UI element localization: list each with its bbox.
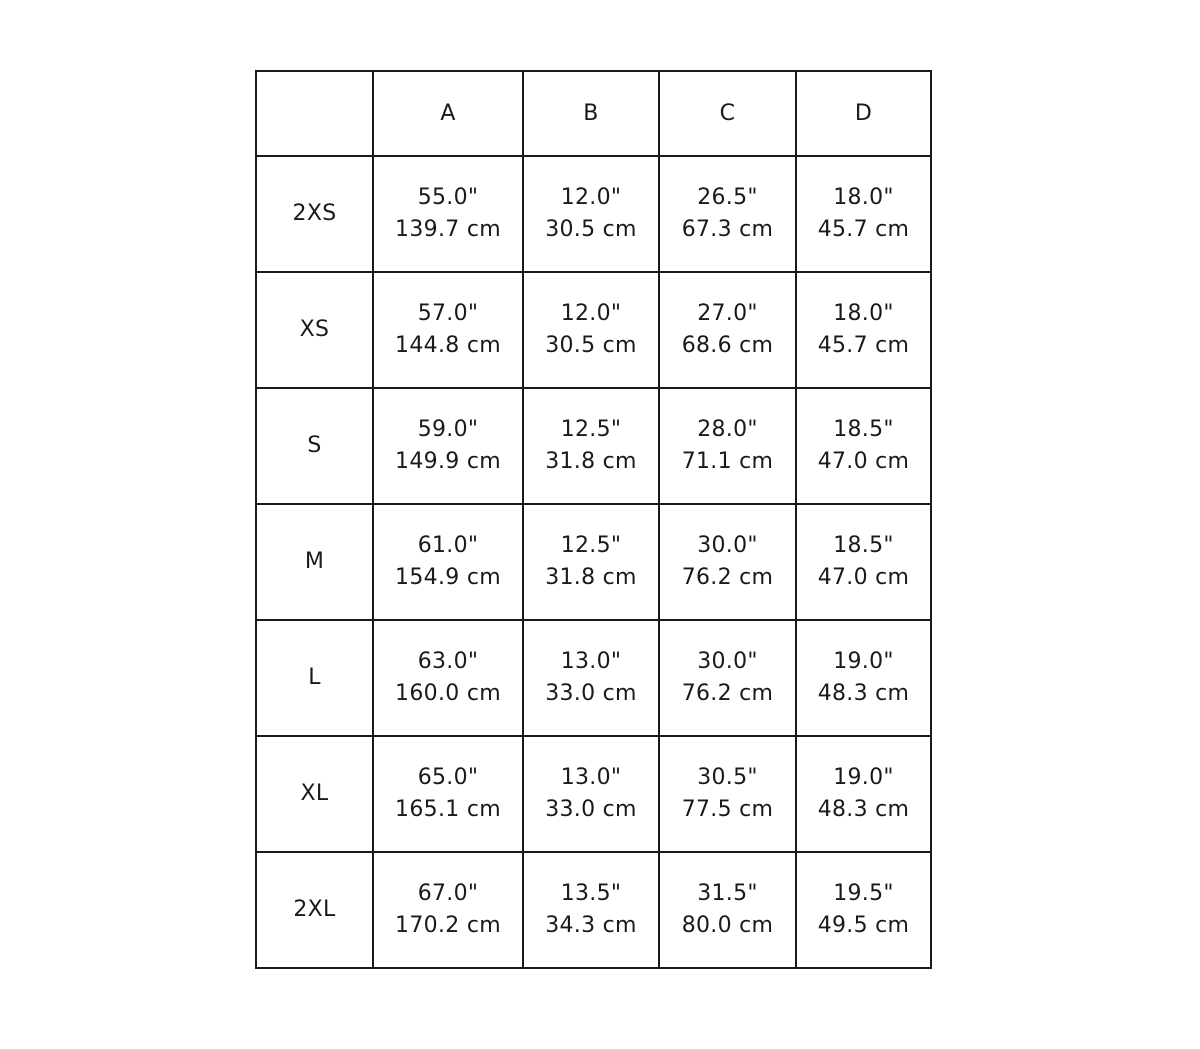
measurement-cell-c [659, 388, 796, 504]
measurement-inches: 63.0" [417, 649, 479, 674]
measurement-cm: 68.6 cm [681, 333, 774, 358]
measurement-cm: 76.2 cm [681, 681, 774, 706]
measurement-cell-b [523, 156, 659, 272]
size-chart-table [255, 70, 932, 969]
measurement-cell-a [373, 272, 523, 388]
size-label-cell: M [256, 504, 373, 620]
measurement-inches: 19.5" [833, 881, 894, 906]
measurement-cell-c [659, 156, 796, 272]
measurement-cell-d [796, 620, 931, 736]
size-label-cell: XL [256, 736, 373, 852]
measurement-cm: 30.5 cm [545, 333, 637, 358]
header-cell-d: D [796, 71, 931, 156]
measurement-cm: 165.1 cm [395, 797, 501, 822]
header-cell-c: C [659, 71, 796, 156]
measurement-inches: 67.0" [417, 881, 479, 906]
measurement-cm: 49.5 cm [817, 913, 910, 938]
measurement-cell-d [796, 736, 931, 852]
measurement-cm: 170.2 cm [395, 913, 501, 938]
size-label-cell: 2XL [256, 852, 373, 968]
measurement-cell-d [796, 272, 931, 388]
measurement-cell-d [796, 388, 931, 504]
measurement-cm: 80.0 cm [681, 913, 774, 938]
measurement-inches: 12.5" [560, 533, 622, 558]
measurement-inches: 19.0" [833, 649, 894, 674]
measurement-inches: 18.0" [833, 301, 894, 326]
measurement-cell-c [659, 620, 796, 736]
measurement-inches: 57.0" [417, 301, 479, 326]
measurement-inches: 31.5" [697, 881, 758, 906]
measurement-inches: 18.5" [833, 417, 894, 442]
measurement-inches: 30.5" [697, 765, 758, 790]
measurement-inches: 28.0" [697, 417, 758, 442]
table-row [256, 272, 931, 388]
measurement-cell-a [373, 620, 523, 736]
measurement-cell-a [373, 736, 523, 852]
measurement-cm: 31.8 cm [545, 565, 637, 590]
header-cell-a: A [373, 71, 523, 156]
measurement-cell-d [796, 156, 931, 272]
measurement-cm: 160.0 cm [395, 681, 501, 706]
measurement-inches: 12.5" [560, 417, 622, 442]
measurement-cm: 48.3 cm [817, 797, 910, 822]
header-row [256, 71, 931, 156]
measurement-inches: 12.0" [560, 301, 622, 326]
size-chart-body [256, 71, 931, 968]
measurement-cm: 33.0 cm [545, 797, 637, 822]
measurement-cm: 67.3 cm [681, 217, 774, 242]
measurement-cell-b [523, 504, 659, 620]
measurement-cm: 47.0 cm [817, 565, 910, 590]
measurement-cell-b [523, 852, 659, 968]
measurement-inches: 19.0" [833, 765, 894, 790]
measurement-inches: 13.0" [560, 649, 622, 674]
measurement-cell-a [373, 504, 523, 620]
table-row [256, 852, 931, 968]
measurement-cell-c [659, 852, 796, 968]
measurement-inches: 27.0" [697, 301, 758, 326]
measurement-inches: 55.0" [417, 185, 479, 210]
measurement-cell-c [659, 736, 796, 852]
measurement-inches: 61.0" [417, 533, 479, 558]
measurement-cm: 45.7 cm [817, 217, 910, 242]
measurement-cm: 76.2 cm [681, 565, 774, 590]
header-cell-corner [256, 71, 373, 156]
measurement-cell-c [659, 272, 796, 388]
measurement-cm: 77.5 cm [681, 797, 774, 822]
measurement-cell-d [796, 504, 931, 620]
measurement-cm: 30.5 cm [545, 217, 637, 242]
size-label-cell: L [256, 620, 373, 736]
measurement-cm: 45.7 cm [817, 333, 910, 358]
measurement-cell-a [373, 852, 523, 968]
size-label-cell: S [256, 388, 373, 504]
measurement-inches: 13.0" [560, 765, 622, 790]
measurement-inches: 30.0" [697, 533, 758, 558]
measurement-cm: 47.0 cm [817, 449, 910, 474]
measurement-inches: 30.0" [697, 649, 758, 674]
measurement-cm: 71.1 cm [681, 449, 774, 474]
table-row [256, 156, 931, 272]
size-label-cell: 2XS [256, 156, 373, 272]
measurement-cm: 139.7 cm [395, 217, 501, 242]
measurement-cm: 33.0 cm [545, 681, 637, 706]
table-row [256, 620, 931, 736]
measurement-inches: 26.5" [697, 185, 758, 210]
measurement-cm: 154.9 cm [395, 565, 501, 590]
table-row [256, 388, 931, 504]
measurement-cell-c [659, 504, 796, 620]
measurement-cm: 34.3 cm [545, 913, 637, 938]
measurement-cell-b [523, 736, 659, 852]
measurement-cell-b [523, 388, 659, 504]
measurement-inches: 12.0" [560, 185, 622, 210]
measurement-inches: 18.0" [833, 185, 894, 210]
measurement-inches: 18.5" [833, 533, 894, 558]
measurement-cell-d [796, 852, 931, 968]
measurement-cell-b [523, 272, 659, 388]
measurement-inches: 65.0" [417, 765, 479, 790]
measurement-cell-a [373, 388, 523, 504]
measurement-cell-b [523, 620, 659, 736]
header-cell-b: B [523, 71, 659, 156]
measurement-cm: 144.8 cm [395, 333, 501, 358]
table-row [256, 504, 931, 620]
table-row [256, 736, 931, 852]
measurement-cm: 149.9 cm [395, 449, 501, 474]
measurement-inches: 59.0" [417, 417, 479, 442]
measurement-cm: 48.3 cm [817, 681, 910, 706]
measurement-inches: 13.5" [560, 881, 622, 906]
measurement-cm: 31.8 cm [545, 449, 637, 474]
measurement-cell-a [373, 156, 523, 272]
size-label-cell: XS [256, 272, 373, 388]
